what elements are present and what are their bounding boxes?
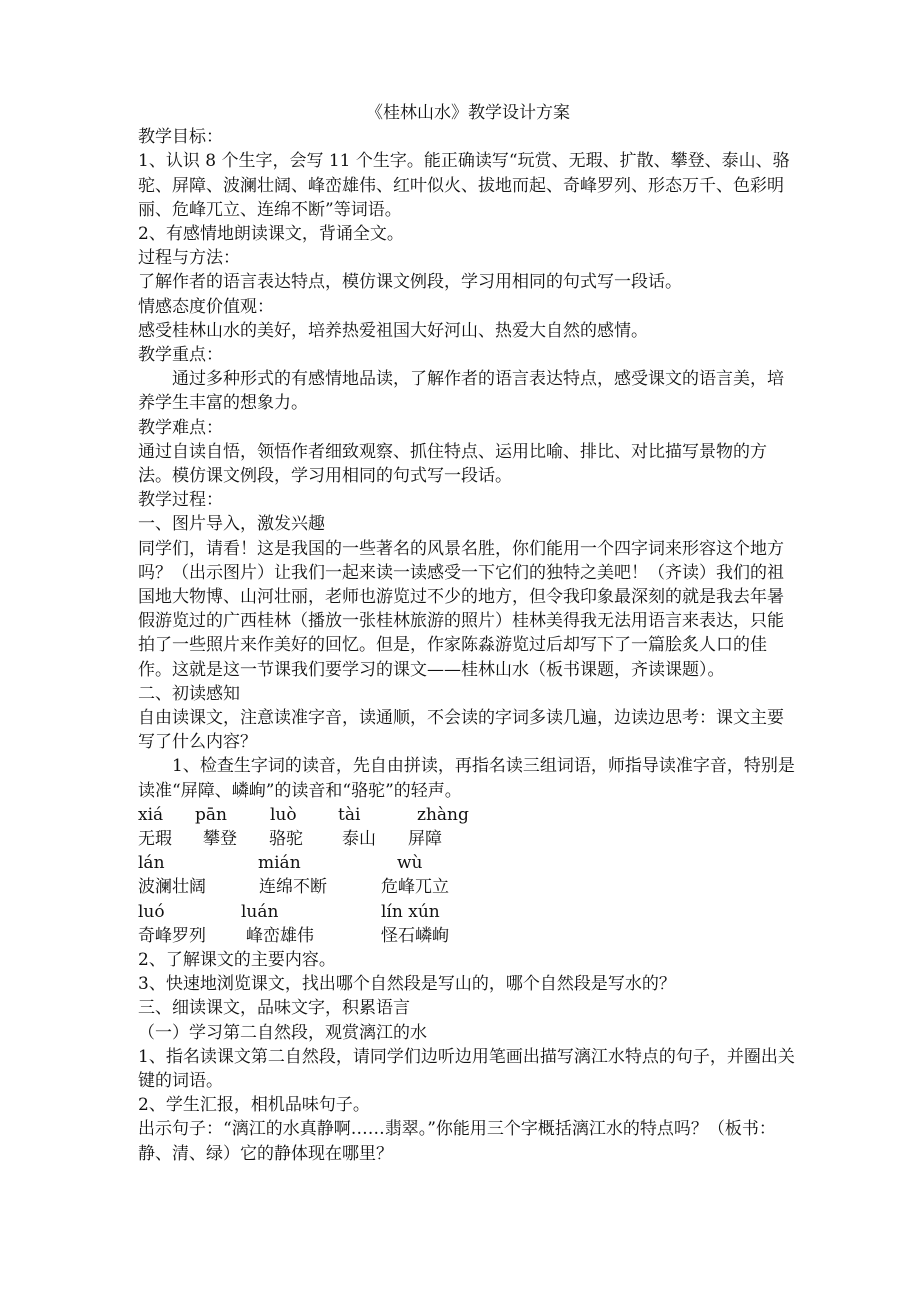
check-step-text: 1、检查生字词的读音，先自由拼读，再指名读三组词语，师指导读准字音，特别是读准“屏障、嶙峋”的读音和“骆驼”的轻声。	[138, 756, 795, 801]
vocab-word: 危峰兀立	[381, 877, 449, 898]
heading-difficulty: 教学难点：	[138, 417, 223, 438]
vocab-word: 峰峦雄伟	[246, 925, 314, 946]
heading-process-methods: 过程与方法：	[138, 248, 240, 269]
step-3: 3、快速地浏览课文，找出哪个自然段是写山的，哪个自然段是写水的？	[138, 974, 676, 995]
section-2-text: 自由读课文，注意读准字音，读通顺，不会读的字词多读几遍，边读边思考：课文主要写了什么内容？	[138, 708, 784, 753]
vocab-word: 无瑕	[138, 829, 172, 850]
heading-emotion-values: 情感态度价值观：	[138, 296, 274, 317]
word-row-3	[138, 924, 798, 948]
step-2: 2、了解课文的主要内容。	[138, 950, 336, 971]
difficulty-text: 通过自读自悟，领悟作者细致观察、抓住特点、运用比喻、排比、对比描写景物的方法。模仿课文例段，学习用相同的句式写一段话。	[138, 441, 767, 487]
pinyin: luó	[138, 901, 165, 922]
process-methods-text: 了解作者的语言表达特点，模仿课文例段，学习用相同的句式写一段话。	[138, 272, 682, 293]
pinyin: luán	[241, 901, 279, 922]
vocab-word: 屏障	[408, 829, 442, 850]
pinyin: tài	[338, 804, 361, 825]
word-row-1	[138, 827, 798, 851]
section-3-heading: 三、细读课文，品味文字，积累语言	[138, 998, 410, 1019]
section-1-text: 同学们，请看！这是我国的一些著名的风景名胜，你们能用一个四字词来形容这个地方吗？（出示图片）让我们一起来读一读感受一下它们的独特之美吧！（齐读）我们的祖国地大物博、山河壮丽，老师也游览过不少的地方，但令我印象最深刻的就是我去年暑假游览过的广西桂林（播放一张桂林旅游的照片）桂林美得我无法用语言来表达，只能拍了一些照片来作美好的回忆。但是，作家陈淼游览过后却写下了一篇脍炙人口的佳作。这就是这一节课我们要学习的课文——桂林山水（板书课题，齐读课题）。	[138, 538, 784, 680]
vocab-word: 奇峰罗列	[138, 925, 206, 946]
emotion-values-text: 感受桂林山水的美好，培养热爱祖国大好河山、热爱大自然的感情。	[138, 320, 648, 341]
key-point-text: 通过多种形式的有感情地品读，了解作者的语言表达特点，感受课文的语言美，培养学生丰富的想象力。	[138, 369, 784, 414]
section-1-heading: 一、图片导入，激发兴趣	[138, 514, 325, 535]
heading-teaching-goals: 教学目标：	[138, 127, 223, 148]
pinyin-row-2	[138, 851, 798, 875]
pinyin: xiá	[138, 804, 164, 825]
pinyin-row-1	[138, 803, 798, 827]
section-2-heading: 二、初读感知	[138, 683, 240, 704]
heading-teaching-process: 教学过程：	[138, 490, 223, 511]
pinyin: wù	[397, 853, 423, 874]
pinyin-row-3	[138, 900, 798, 924]
vocab-word: 怪石嶙峋	[381, 925, 449, 946]
pinyin: lán	[138, 853, 165, 874]
pinyin: luò	[270, 804, 297, 825]
document-title: 《桂林山水》教学设计方案	[366, 103, 570, 123]
pinyin: lín xún	[381, 901, 440, 922]
goal-1: 1、认识 8 个生字，会写 11 个生字。能正确读写“玩赏、无瑕、扩散、攀登、泰山、骆驼、屏障、波澜壮阔、峰峦雄伟、红叶似火、拔地而起、奇峰罗列、形态万千、色彩明丽、危峰兀立、连绵不断”等词语。	[138, 151, 790, 220]
vocab-word: 攀登	[203, 829, 237, 850]
pinyin: mián	[258, 853, 301, 874]
word-row-2	[138, 875, 798, 899]
vocab-word: 泰山	[342, 829, 376, 850]
vocab-word: 波澜壮阔	[138, 877, 206, 898]
quoted-sentence-text: 出示句子：“漓江的水真静啊……翡翠。”你能用三个字概括漓江水的特点吗？（板书：静、清、绿）它的静体现在哪里？	[138, 1119, 776, 1164]
vocab-word: 骆驼	[269, 829, 303, 850]
goal-2: 2、有感情地朗读课文，背诵全文。	[138, 224, 404, 245]
pinyin: zhàng	[417, 804, 469, 825]
vocab-word: 连绵不断	[259, 877, 327, 898]
pinyin: pān	[195, 804, 227, 825]
subsection-1-step-1: 1、指名读课文第二自然段，请同学们边听边用笔画出描写漓江水特点的句子，并圈出关键的词语。	[138, 1046, 795, 1092]
subsection-1-heading: （一）学习第二自然段，观赏漓江的水	[138, 1022, 427, 1043]
document-page	[138, 101, 798, 1166]
heading-key-point: 教学重点：	[138, 345, 223, 366]
subsection-1-step-2: 2、学生汇报，相机品味句子。	[138, 1095, 370, 1116]
